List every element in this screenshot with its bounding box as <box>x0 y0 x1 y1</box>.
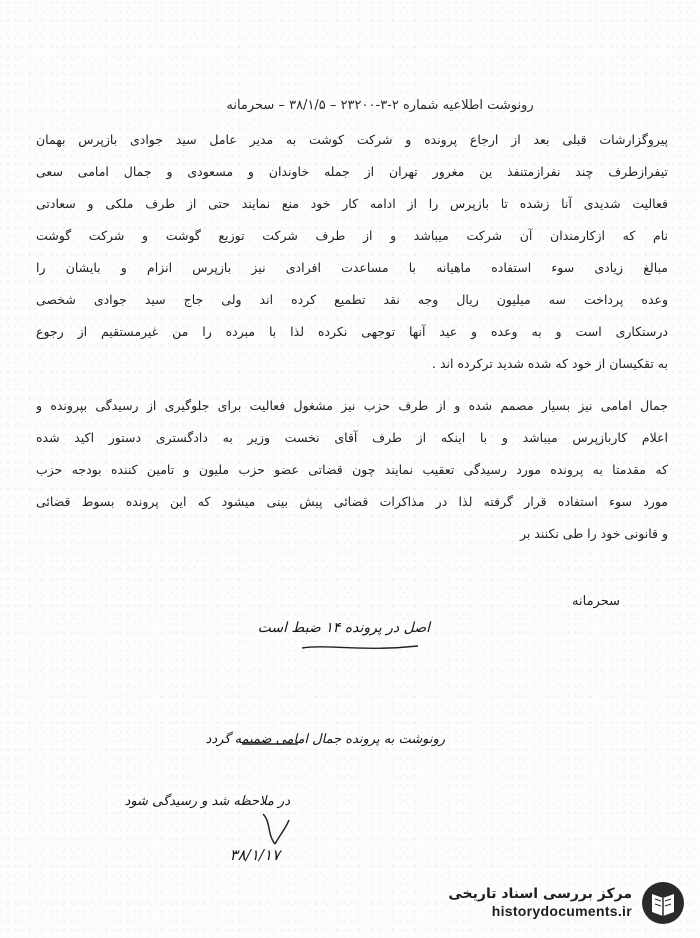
handwritten-note: رونوشت به پرونده جمال امامی ضمیمه گردد <box>205 732 445 747</box>
handwriting-stroke <box>240 736 300 752</box>
document-heading: رونوشت اطلاعیه شماره ۲-۳-۲۳۲۰۰ – ۳۸/۱/۵ – سحرمانه <box>226 98 534 113</box>
handwritten-date: ۳۸/۱/۱۷ <box>229 846 280 864</box>
body-line: که مقدمتا به پرونده مورد رسیدگی تعقیب نمایند چون قضاتی عضو حزب ملیون و تامین کننده بودجه حزب <box>36 462 668 477</box>
signature-mark <box>255 810 295 850</box>
body-line: پیروگزارشات قبلی بعد از ارجاع پرونده و شرکت کوشت به مدیر عامل سید جوادی بازپرس بهمان <box>36 132 668 147</box>
body-line: جمال امامی نیز بسیار مصمم شده و از طرف حزب نیز مشغول فعالیت برای جلوگیری از رسیدگی بپرونده و <box>36 398 668 413</box>
body-line: به تقکیسان از خود که شده شدید ترکرده اند . <box>432 356 668 371</box>
body-line: درستکاری است و به وعده و عید آنها توجهی نکرده لذا با مبرده را من غیرمستقیم از رجوع <box>36 324 668 339</box>
closing-classification: سحرمانه <box>572 594 620 609</box>
body-line: مورد سوء استفاده قرار گرفته لذا در مذاکرات قضائی پیش بینی میشود که این پرونده بسوط قضائی <box>36 494 668 509</box>
book-logo-icon <box>640 880 686 926</box>
body-line: اعلام کاربازپرس میباشد و با اینکه از طرف آقای نخست وزیر به دادگستری دستور اکید شده <box>36 430 668 445</box>
handwritten-note: اصل در پرونده ۱۴ ضبط است <box>257 620 430 636</box>
body-line: نام که ازکارمندان آن شرکت میباشد و از طرف شرکت توزیع گوشت و شرکت گوشت <box>36 228 668 243</box>
body-line: فعالیت شدیدی آنا زشده تا بازپرس را از ادامه کار خود منع نمایند حتی از طرف ملکی و سعادتی <box>36 196 668 211</box>
document-body <box>36 124 668 550</box>
watermark-url: historydocuments.ir <box>491 903 632 919</box>
watermark-title: مرکز بررسی اسناد تاریخی <box>448 885 632 902</box>
body-line: مبالغ زیادی سوء استفاده ماهیانه با مساعدت افرادی نیز بازپرس انزام و بایشان را <box>36 260 668 275</box>
body-line: وعده پرداخت سه میلیون ریال وجه نقد تطمیع کرده اند ولی جاج سید جوادی شخصی <box>36 292 668 307</box>
archive-watermark <box>448 880 686 926</box>
body-line: تیفرازطرف چند نفرازمتنفذ ین مغرور تهران از جمله خاوندان و مسعودی و جمال امامی سعی <box>36 164 668 179</box>
handwriting-underline <box>300 640 420 656</box>
handwritten-note: در ملاحظه شد و رسیدگی شود <box>124 794 290 809</box>
body-line: و قانونی خود را طی نکنند بر <box>520 526 668 541</box>
